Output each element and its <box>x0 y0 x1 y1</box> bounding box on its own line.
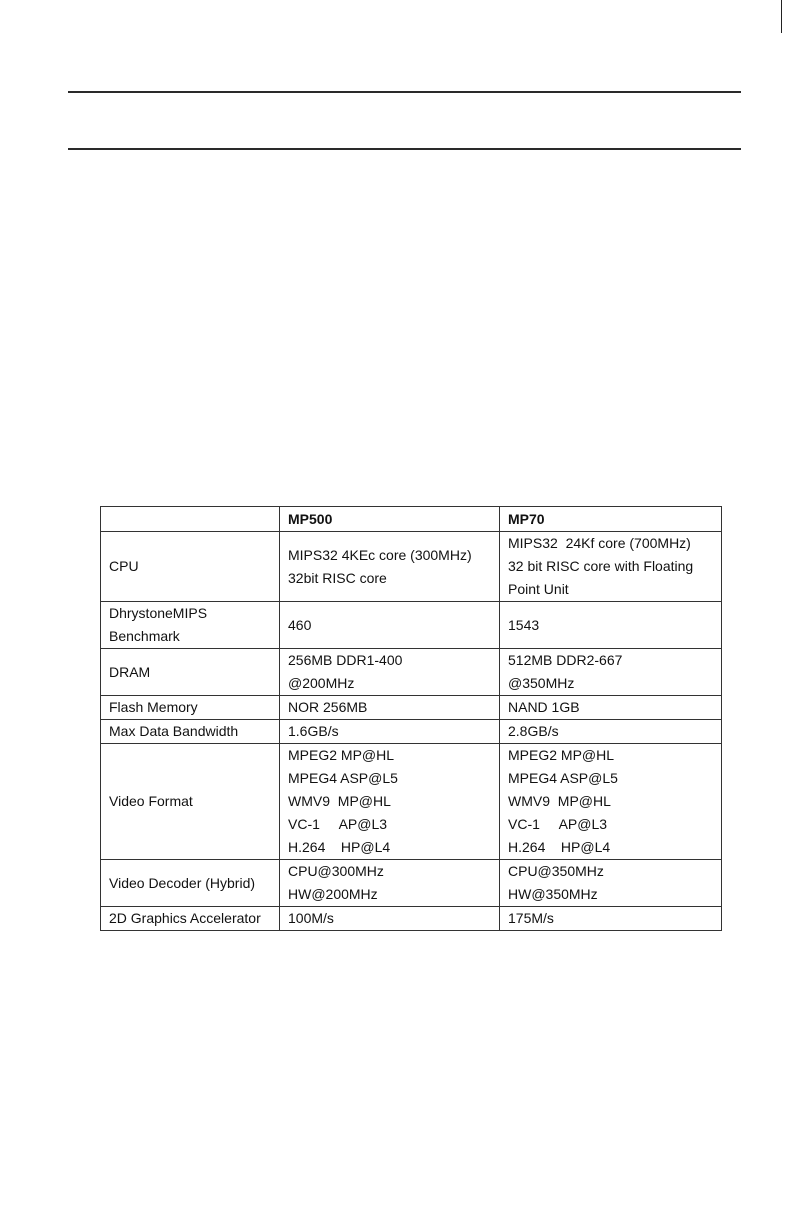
cell-line: WMV9 MP@HL <box>508 793 611 809</box>
table-row <box>101 720 722 744</box>
cell-line: MPEG4 ASP@L5 <box>288 770 398 786</box>
header-rule-top <box>68 91 741 93</box>
cell-line: MPEG2 MP@HL <box>508 747 615 763</box>
cell-line: 460 <box>288 616 312 633</box>
cell-line: MIPS32 24Kf core (700MHz) <box>508 535 691 551</box>
cell-line: 2D Graphics Accelerator <box>109 910 261 926</box>
table-row <box>101 649 722 696</box>
row-label <box>101 602 280 649</box>
cell-line: 1543 <box>508 616 540 633</box>
cell-line: HW@200MHz <box>288 886 378 902</box>
cell-line: MIPS32 4KEc core (300MHz) <box>288 546 472 563</box>
mp500-value <box>280 602 500 649</box>
table-row <box>101 696 722 720</box>
table-row <box>101 907 722 931</box>
header-blank-cell <box>101 507 280 532</box>
cell-line: NAND 1GB <box>508 699 580 715</box>
mp500-value <box>280 532 500 602</box>
cell-line: 175M/s <box>508 910 554 926</box>
cell-line: NOR 256MB <box>288 699 368 715</box>
cell-line: CPU@350MHz <box>508 863 604 879</box>
mp500-value <box>280 744 500 860</box>
cell-line: 512MB DDR2-667 <box>508 652 623 668</box>
cell-line: MPEG4 ASP@L5 <box>508 770 618 786</box>
row-label <box>101 696 280 720</box>
cell-line: DhrystoneMIPS <box>109 605 208 621</box>
cell-line: H.264 HP@L4 <box>288 839 391 855</box>
row-label <box>101 720 280 744</box>
cell-line: Video Decoder (Hybrid) <box>109 874 256 891</box>
page-corner-mark <box>781 0 782 33</box>
table-row <box>101 744 722 860</box>
mp500-value <box>280 907 500 931</box>
cell-line: @350MHz <box>508 675 575 691</box>
mp500-value <box>280 860 500 907</box>
cell-line: Max Data Bandwidth <box>109 723 239 739</box>
cell-line: 2.8GB/s <box>508 723 559 739</box>
mp70-value <box>500 602 722 649</box>
cell-line: 256MB DDR1-400 <box>288 652 403 668</box>
header-mp500: MP500 <box>280 507 500 532</box>
mp70-value <box>500 907 722 931</box>
cell-line: Point Unit <box>508 581 569 597</box>
cell-line: WMV9 MP@HL <box>288 793 391 809</box>
cell-line: 32bit RISC core <box>288 569 387 586</box>
cell-line: MPEG2 MP@HL <box>288 747 395 763</box>
cell-line: @200MHz <box>288 675 355 691</box>
row-label <box>101 860 280 907</box>
mp70-value <box>500 860 722 907</box>
cell-line: 100M/s <box>288 910 334 926</box>
mp70-value <box>500 649 722 696</box>
header-mp70: MP70 <box>500 507 722 532</box>
mp500-value <box>280 696 500 720</box>
row-label <box>101 532 280 602</box>
row-label <box>101 744 280 860</box>
spec-comparison-table <box>100 506 722 931</box>
row-label <box>101 649 280 696</box>
mp70-value <box>500 532 722 602</box>
cell-line: Video Format <box>109 793 193 809</box>
mp500-value <box>280 720 500 744</box>
mp70-value <box>500 696 722 720</box>
cell-line: 1.6GB/s <box>288 723 339 739</box>
cell-line: CPU@300MHz <box>288 863 384 879</box>
cell-line: VC-1 AP@L3 <box>288 816 388 832</box>
table-row <box>101 860 722 907</box>
mp70-value <box>500 720 722 744</box>
mp70-value <box>500 744 722 860</box>
table-header-row <box>101 507 722 532</box>
cell-line: VC-1 AP@L3 <box>508 816 608 832</box>
cell-line: 32 bit RISC core with Floating <box>508 558 694 574</box>
table-row <box>101 602 722 649</box>
table-row <box>101 532 722 602</box>
header-rule-bottom <box>68 148 741 150</box>
row-label <box>101 907 280 931</box>
cell-line: HW@350MHz <box>508 886 598 902</box>
cell-line: Benchmark <box>109 628 180 644</box>
cell-line: CPU <box>109 558 139 574</box>
cell-line: Flash Memory <box>109 699 198 715</box>
cell-line: H.264 HP@L4 <box>508 839 611 855</box>
cell-line: DRAM <box>109 663 151 680</box>
mp500-value <box>280 649 500 696</box>
